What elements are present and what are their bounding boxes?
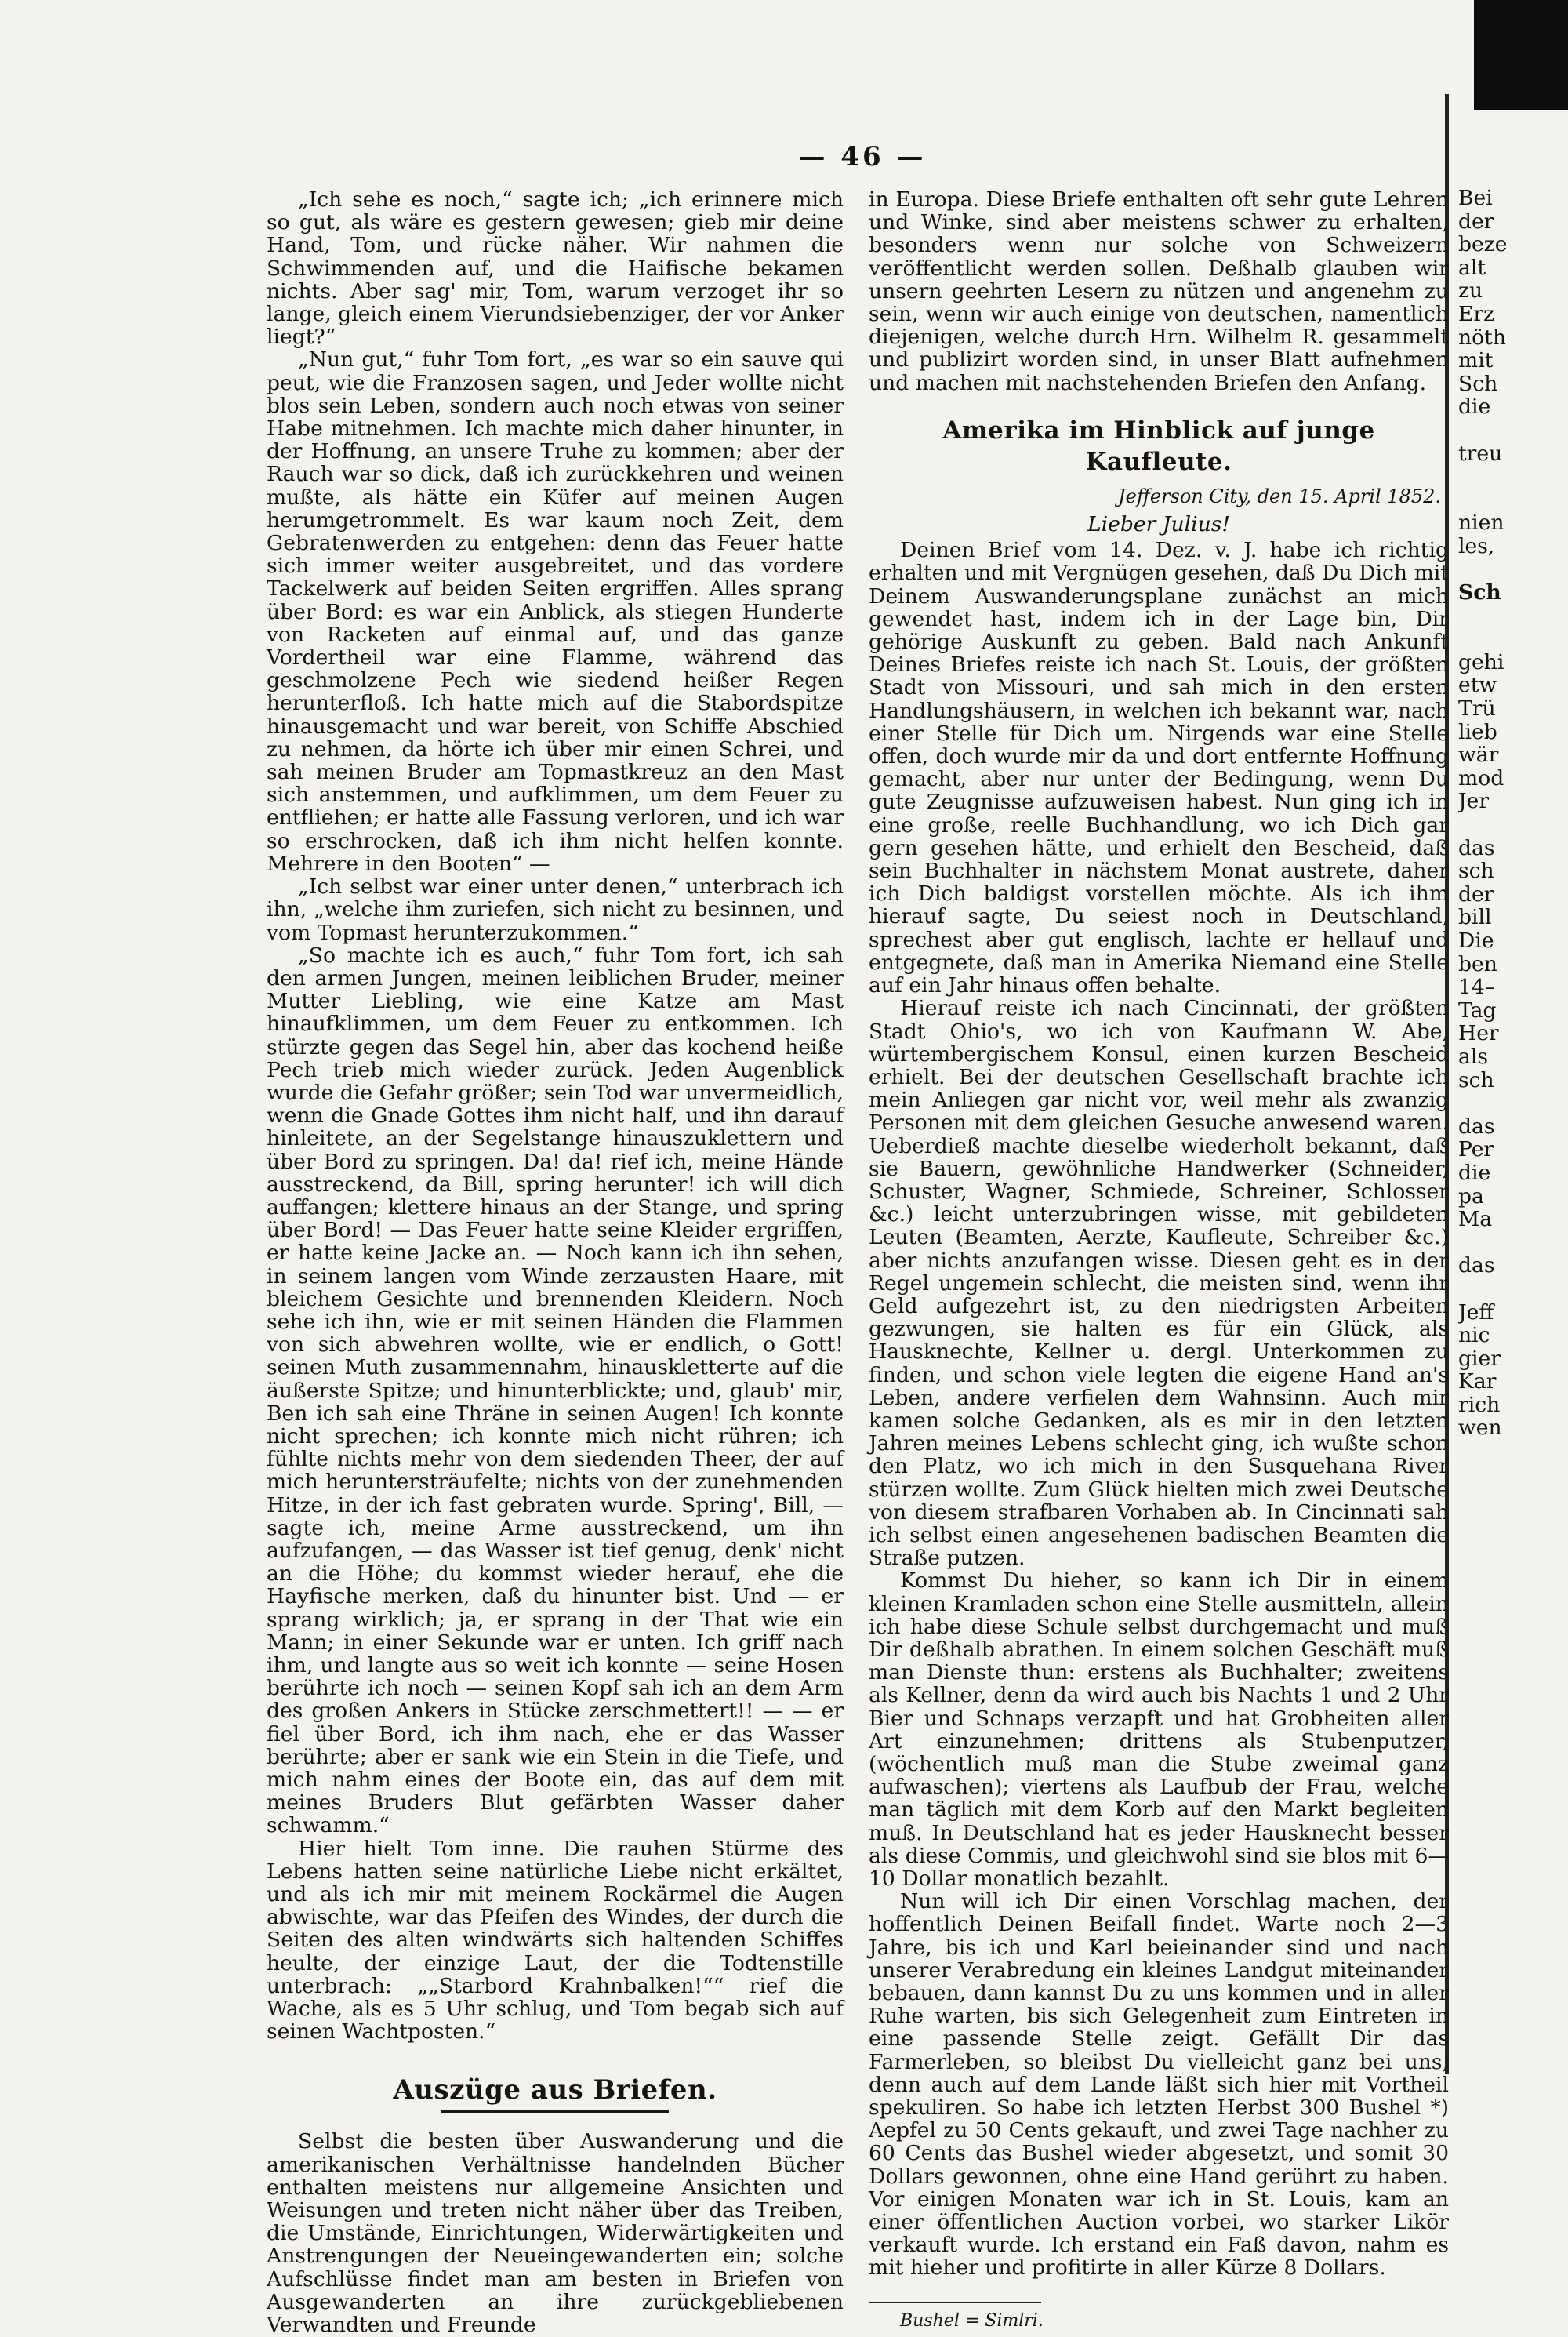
edge-fragment: die	[1458, 1160, 1491, 1185]
heading-underline	[441, 2110, 669, 2113]
letter-paragraph: Deinen Brief vom 14. Dez. v. J. habe ich richtig erhalten und mit Vergnügen gesehen, daß Du Dich mit Deinem Auswanderungsplane zunächst an mich gewendet hast, indem ich in der Lage bin, Dir gehörige Auskunft zu geben. Bald nach Ankunft Deines Briefes reiste ich nach St. Louis, der größten Stadt von Missouri, und sah mich in den ersten Handlungshäusern, in welchen ich bekannt war, nach einer Stelle für Dich um. Nirgends war eine Stelle offen, doch wurde mir da und dort entfernte Hoffnung gemacht, aber nur unter der Bedingung, wenn Du gute Zeugnisse aufzuweisen habest. Nun ging ich in eine große, reelle Buchhandlung, wo ich Dich gar gern gesehen hätte, und erhielt den Bescheid, daß sein Buchhalter in nächstem Monat austrete, daher ich Dich baldigst vorstellen möchte. Als ich ihm hierauf sagte, Du seiest noch in Deutschland, sprechest aber gut englisch, lachte er hellauf und entgegnete, daß man in Amerika Niemand eine Stelle auf ein Jahr hinaus offen behalte.	[869, 538, 1449, 998]
scan-edge-shadow	[1474, 0, 1568, 110]
edge-fragment: Ma	[1458, 1207, 1493, 1232]
footnote: Bushel = Simlri.	[900, 2310, 1044, 2331]
letter-paragraph: Nun will ich Dir einen Vorschlag machen, der hoffentlich Deinen Beifall findet. Warte noch 2—3 Jahre, bis ich und Karl beieinander sind und nach unserer Verabredung ein kleines Landgut miteinander bebauen, dann kannst Du zu uns kommen und in aller Ruhe warten, bis sich Gelegenheit zum Eintreten in eine passende Stelle zeigt. Gefällt Dir das Farmerleben, so bleibst Du vielleicht ganz bei uns, denn auch auf dem Lande läßt sich hier mit Vortheil spekuliren. So habe ich letzten Herbst 300 Bushel *) Aepfel zu 50 Cents gekauft, und zwei Tage nachher zu 60 Cents das Bushel wieder abgesetzt, und somit 30 Dollars gewonnen, ohne eine Hand gerührt zu haben. Vor einigen Monaten war ich in St. Louis, kam an einer öffentlichen Auction vorbei, wo starker Likör verkauft wurde. Ich erstand ein Faß davon, nahm es mit hieher und profitirte in aller Kürze 8 Dollars.	[869, 1889, 1449, 2281]
edge-fragment: Bei	[1458, 187, 1493, 210]
edge-fragment: Erz	[1458, 301, 1495, 326]
edge-fragment: mod	[1458, 765, 1504, 791]
edge-fragment: mit	[1458, 348, 1494, 373]
next-page-edge-text	[1458, 187, 1566, 1440]
edge-fragment: der	[1458, 209, 1494, 234]
edge-fragment: Jeff	[1458, 1299, 1494, 1325]
edge-fragment: nic	[1458, 1323, 1490, 1348]
story-paragraph: „Ich selbst war einer unter denen,“ unterbrach ich ihn, „welche ihm zuriefen, sich nicht zu besinnen, und vom Topmast herunterzukommen.“	[267, 874, 844, 945]
intro-paragraph: in Europa. Diese Briefe enthalten oft sehr gute Lehren und Winke, sind aber meistens schwer zu erhalten, besonders wenn nur solche von Schweizern veröffentlicht werden sollen. Deßhalb glauben wir unsern geehrten Lesern zu nützen und angenehm zu sein, wenn wir auch einige von deutschen, namentlich diejenigen, welche durch Hrn. Wilhelm R. gesammelt und publizirt worden sind, in unser Blatt aufnehmen und machen mit nachstehenden Briefen den Anfang.	[869, 187, 1449, 395]
edge-fragment	[1458, 465, 1566, 489]
letter-paragraph: Kommst Du hieher, so kann ich Dir in einem kleinen Kramladen schon eine Stelle ausmitteln, allein ich habe diese Schule selbst durchgemacht und muß Dir deßhalb abrathen. In einem solchen Geschäft muß man Dienste thun: erstens als Buchhalter; zweitens als Kellner, denn da wird auch bis Nachts 1 und 2 Uhr Bier und Schnaps verzapft und hat Grobheiten aller Art einzunehmen; drittens als Stubenputzer, (wöchentlich muß man die Stube zweimal ganz aufwaschen); viertens als Laufbub der Frau, welche man täglich mit dem Korb auf den Markt begleiten muß. In Deutschland hat es jeder Hausknecht besser als diese Commis, und gleichwohl sind sie blos mit 6—10 Dollar monatlich bezahlt.	[869, 1568, 1449, 1892]
edge-fragment: Sch	[1458, 371, 1498, 396]
left-column	[267, 188, 844, 2336]
edge-fragment: der	[1458, 881, 1494, 907]
edge-fragment: wär	[1458, 743, 1499, 768]
edge-fragment: etw	[1458, 673, 1497, 698]
edge-fragment	[1458, 419, 1566, 442]
edge-fragment: das	[1458, 1114, 1495, 1139]
right-column	[869, 188, 1449, 2332]
story-paragraph: „So machte ich es auch,“ fuhr Tom fort, ich sah den armen Jungen, meinen leiblichen Bruder, meiner Mutter Liebling, wie eine Katze am Mast hinaufklimmen, um dem Feuer zu entkommen. Ich stürzte gegen das Segel hin, aber das kochend heiße Pech trieb mich wieder zurück. Jeden Augenblick wurde die Gefahr größer; sein Tod war unvermeidlich, wenn die Gnade Gottes ihm nicht half, und ihn darauf hinleitete, an der Segelstange hinauszuklettern und über Bord zu springen. Da! da! rief ich, meine Hände ausstreckend, da Bill, spring herunter! ich will dich auffangen; klettere hinaus an der Stange, und spring über Bord! — Das Feuer hatte seine Kleider ergriffen, er hatte keine Jacke an. — Noch kann ich ihn sehen, in seinem langen vom Winde zerzausten Haare, mit bleichem Gesichte und brennenden Kleidern. Noch sehe ich ihn, wie er mit seinen Händen die Flammen von sich abwehren wollte, wie er endlich, o Gott! seinen Muth zusammennahm, hinauskletterte auf die äußerste Spitze; und hinunterblickte; und, glaub' mir, Ben ich sah eine Thräne in seinen Augen! Ich konnte nicht sprechen; ich konnte mich nicht rühren; ich fühlte nichts mehr von dem siedenden Theer, der auf mich heruntersträufelte; nichts von der zunehmenden Hitze, in der ich fast gebraten wurde. Spring', Bill, — sagte ich, meine Arme ausstreckend, um ihn aufzufangen, — das Wasser ist tief genug, denk' nicht an die Höhe; du kommst wieder herauf, ehe die Hayfische merken, daß du hinunter bist. Und — er sprang wirklich; ja, er sprang in der That wie ein Mann; in einer Sekunde war er unten. Ich griff nach ihm, und langte aus so weit ich konnte — seine Hosen berührte ich noch — seinen Kopf sah ich an dem Arm des großen Ankers in Stücke zerschmettert!! — — er fiel über Bord, ich ihm nach, ehe er das Wasser berührte; aber er sank wie ein Stein in die Tiefe, und mich nahm eines der Boote ein, das auf dem mit meines Bruders Blut gefärbten Wasser daher schwamm.“	[267, 943, 844, 1838]
edge-fragment: Tag	[1458, 998, 1497, 1023]
edge-fragment: sch	[1458, 859, 1494, 884]
edge-fragment: treu	[1458, 441, 1503, 466]
edge-fragment	[1458, 813, 1566, 837]
section-paragraph: Selbst die besten über Auswanderung und die amerikanischen Verhältnisse handelnden Bücher enthalten meistens nur allgemeine Ansichten und Weisungen und treten nicht näher über das Treiben, die Umstände, Einrichtungen, Widerwärtigkeiten und Anstrengungen der Neueingewanderten ein; solche Aufschlüsse findet man am besten in Briefen von Ausgewanderten an ihre zurückgebliebenen Verwandten und Freunde	[267, 2129, 844, 2337]
edge-fragment: wen	[1458, 1416, 1502, 1441]
edge-fragment	[1458, 489, 1566, 512]
page-number: — 46 —	[798, 141, 927, 173]
edge-fragment: Die	[1458, 929, 1494, 953]
story-paragraph: „Ich sehe es noch,“ sagte ich; „ich erinnere mich so gut, als wäre es gestern gewesen; gieb mir deine Hand, Tom, und rücke näher. Wir nahmen die Schwimmenden auf, und die Haifische bekamen nichts. Aber sag' mir, Tom, warum verzoget ihr so lange, gleich einem Vierundsiebenziger, der vor Anker liegt?“	[267, 187, 844, 350]
edge-fragment: zu	[1458, 278, 1483, 303]
edge-fragment: sch	[1458, 1067, 1494, 1092]
edge-fragment: Per	[1458, 1137, 1494, 1162]
edge-fragment	[1458, 1092, 1566, 1115]
letter-salutation: Lieber Julius!	[1087, 512, 1231, 537]
edge-fragment: nien	[1458, 511, 1504, 536]
letter-dateline: Jefferson City, den 15. April 1852.	[1118, 485, 1441, 507]
edge-fragment: nöth	[1458, 325, 1506, 350]
edge-fragment: Trü	[1458, 696, 1496, 721]
edge-fragment: gier	[1458, 1346, 1501, 1371]
edge-fragment	[1458, 1278, 1566, 1301]
edge-fragment: als	[1458, 1044, 1489, 1069]
edge-fragment	[1458, 627, 1566, 651]
footnote-rule	[869, 2302, 1041, 2303]
edge-fragment	[1458, 605, 1566, 628]
edge-fragment: pa	[1458, 1183, 1484, 1208]
story-paragraph: „Nun gut,“ fuhr Tom fort, „es war so ein sauve qui peut, wie die Franzosen sagen, und Jeder wollte nicht blos sein Leben, sondern auch noch etwas von seiner Habe mitnehmen. Ich machte mich daher hinunter, in der Hoffnung, an unsere Truhe zu kommen; aber der Rauch war so dick, daß ich zurückkehren und weinen mußte, als hätte ein Küfer auf meinen Augen herumgetrommelt. Es war kaum noch Zeit, dem Gebratenwerden zu entgehen: denn das Feuer hatte sich immer weiter ausgebreitet, und das vordere Tackelwerk auf beiden Seiten ergriffen. Alles sprang über Bord: es war ein Anblick, als stiegen Hunderte von Racketen auf einmal auf, und das ganze Vordertheil war eine Flamme, während das geschmolzene Pech wie siedend heißer Regen herunterfloß. Ich hatte mich auf die Stabordspitze hinausgemacht und war bereit, von Schiffe Abschied zu nehmen, da hörte ich über mir einen Schrei, und sah meinen Bruder am Topmastkreuz an den Mast sich anstemmen, und aufklimmen, um dem Feuer zu entfliehen; er hatte alle Fassung verloren, und ich war so erschrocken, daß ich ihm nicht helfen konnte. Mehrere in den Booten“ —	[267, 347, 844, 876]
edge-fragment: das	[1458, 835, 1495, 860]
edge-fragment: Sch	[1458, 580, 1501, 605]
edge-fragment	[1458, 1231, 1566, 1255]
edge-fragment: alt	[1458, 255, 1486, 280]
edge-fragment: les,	[1458, 533, 1495, 558]
edge-fragment: Her	[1458, 1021, 1499, 1046]
edge-fragment: 14–	[1458, 975, 1496, 1000]
edge-fragment: rich	[1458, 1392, 1501, 1417]
edge-fragment: gehi	[1458, 649, 1504, 674]
edge-fragment: lieb	[1458, 719, 1497, 744]
edge-fragment: die	[1458, 394, 1491, 420]
section-heading: Auszüge aus Briefen.	[393, 2074, 717, 2106]
edge-fragment: Kar	[1458, 1369, 1497, 1394]
letter-paragraph: Hierauf reiste ich nach Cincinnati, der größten Stadt Ohio's, wo ich von Kaufmann W. Abe, würtembergischem Konsul, einen kurzen Bescheid erhielt. Bei der deutschen Gesellschaft brachte ich mein Anliegen gar nicht vor, weil mehr als zwanzig Personen mit dem gleichen Gesuche anwesend waren. Ueberdieß machte dieselbe wiederholt bekannt, daß sie Bauern, gewöhnliche Handwerker (Schneider, Schuster, Wagner, Schmiede, Schreiner, Schlosser &c.) leicht unterzubringen wisse, mit gebildeten Leuten (Beamten, Aerzte, Kaufleute, Schreiber &c.) aber nichts anzufangen wisse. Diesen geht es in der Regel ungemein schlecht, die meisten sind, wenn ihr Geld aufgezehrt ist, zu den niedrigsten Arbeiten gezwungen, sie halten es für ein Glück, als Hausknechte, Kellner u. dergl. Unterkommen zu finden, und schon viele legten die eigene Hand an's Leben, andere verfielen dem Wahnsinn. Auch mir kamen solche Gedanken, als es mir in den letzten Jahren meines Lebens schlecht ging, ich wußte schon den Platz, wo ich mich in den Susquehana River stürzen wollte. Zum Glück hielten mich zwei Deutsche von diesem strafbaren Vorhaben ab. In Cincinnati sah ich selbst einen angesehenen badischen Beamten die Straße putzen.	[869, 996, 1449, 1571]
edge-fragment: Jer	[1458, 789, 1490, 814]
letter-title: Amerika im Hinblick auf junge Kaufleute.	[942, 416, 1375, 476]
edge-fragment	[1458, 558, 1566, 582]
edge-fragment: ben	[1458, 951, 1497, 976]
edge-fragment: das	[1458, 1253, 1495, 1278]
edge-fragment: bill	[1458, 905, 1492, 930]
story-paragraph: Hier hielt Tom inne. Die rauhen Stürme des Lebens hatten seine natürliche Liebe nicht erkältet, und als ich mir mit meinem Rockärmel die Augen abwischte, war das Pfeifen des Windes, der durch die Seiten des alten windwärts sich haltenden Schiffes heulte, der einzige Laut, der die Todtenstille unterbrach: „„Starbord Krahnbalken!““ rief die Wache, als es 5 Uhr schlug, und Tom begab sich auf seinen Wachtposten.“	[267, 1836, 844, 2044]
edge-fragment: beze	[1458, 232, 1508, 257]
